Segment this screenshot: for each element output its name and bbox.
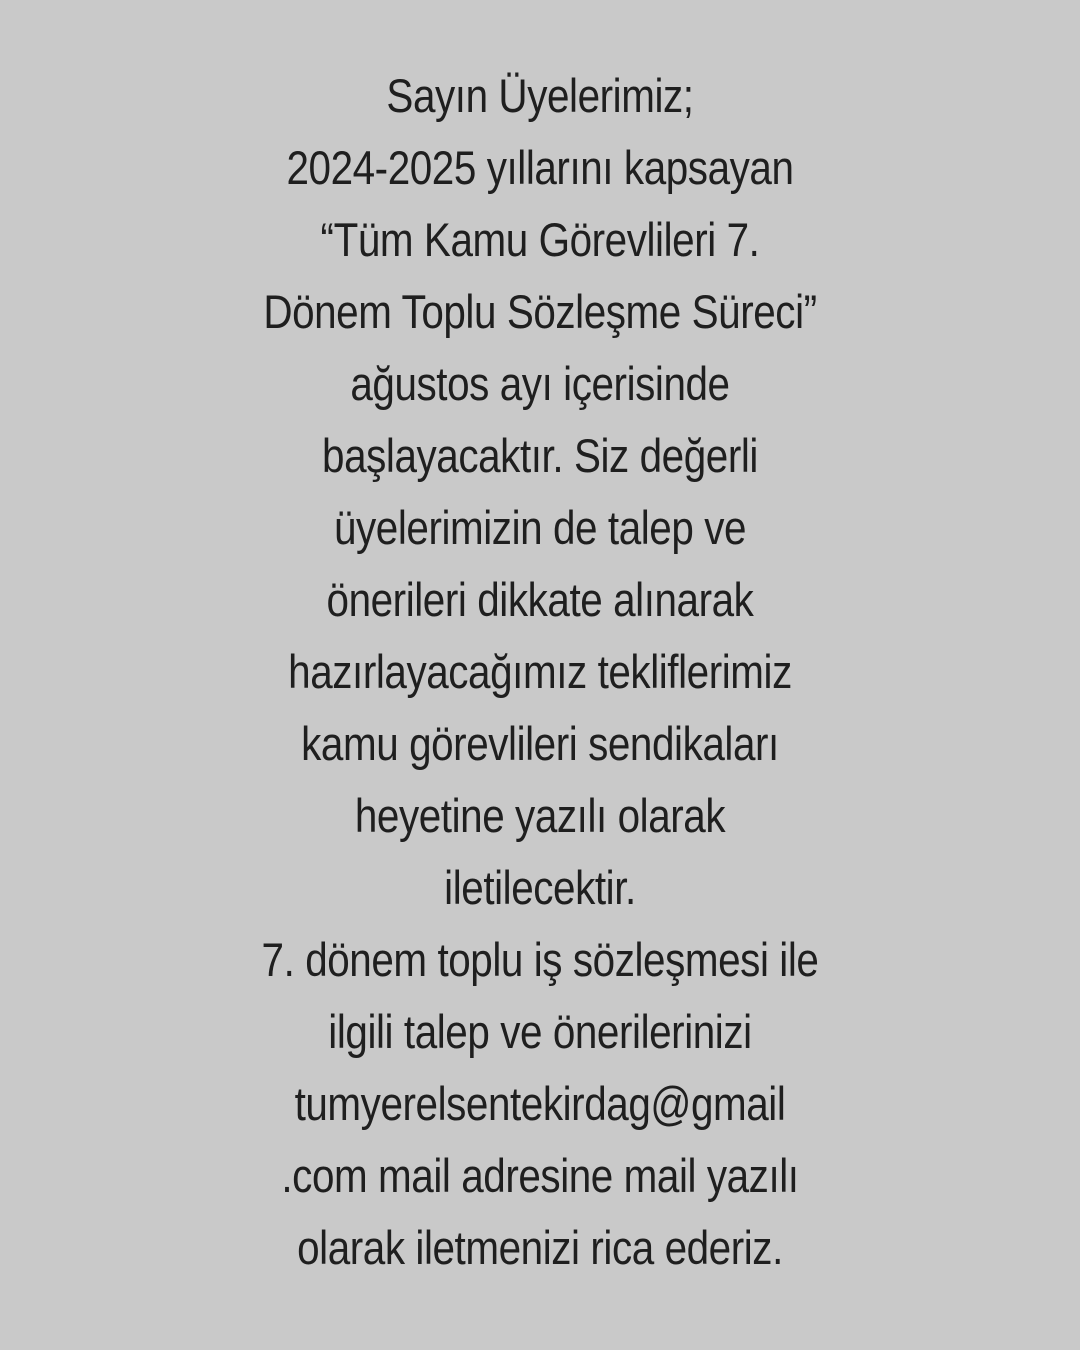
text-line: başlayacaktır. Siz değerli bbox=[322, 429, 758, 482]
announcement-text bbox=[0, 60, 1080, 1284]
closing-line: olarak iletmenizi rica ederiz. bbox=[297, 1221, 783, 1274]
text-line: 2024-2025 yıllarını kapsayan bbox=[286, 141, 794, 194]
text-line: önerileri dikkate alınarak bbox=[326, 573, 754, 626]
text-line: ilgili talep ve önerilerinizi bbox=[328, 1005, 752, 1058]
email-address-line: tumyerelsentekirdag@gmail bbox=[294, 1077, 786, 1130]
text-line: üyelerimizin de talep ve bbox=[333, 501, 747, 554]
greeting-line: Sayın Üyelerimiz; bbox=[386, 69, 694, 122]
text-line: iletilecektir. bbox=[444, 861, 636, 914]
text-line: kamu görevlileri sendikaları bbox=[301, 717, 779, 770]
email-address-line: .com mail adresine mail yazılı bbox=[281, 1149, 799, 1202]
text-line: “Tüm Kamu Görevlileri 7. bbox=[320, 213, 760, 266]
text-line: ağustos ayı içerisinde bbox=[350, 357, 730, 410]
text-line: Dönem Toplu Sözleşme Süreci” bbox=[263, 285, 817, 338]
text-line: 7. dönem toplu iş sözleşmesi ile bbox=[261, 933, 819, 986]
text-line: heyetine yazılı olarak bbox=[354, 789, 726, 842]
text-line: hazırlayacağımız tekliflerimiz bbox=[288, 645, 792, 698]
